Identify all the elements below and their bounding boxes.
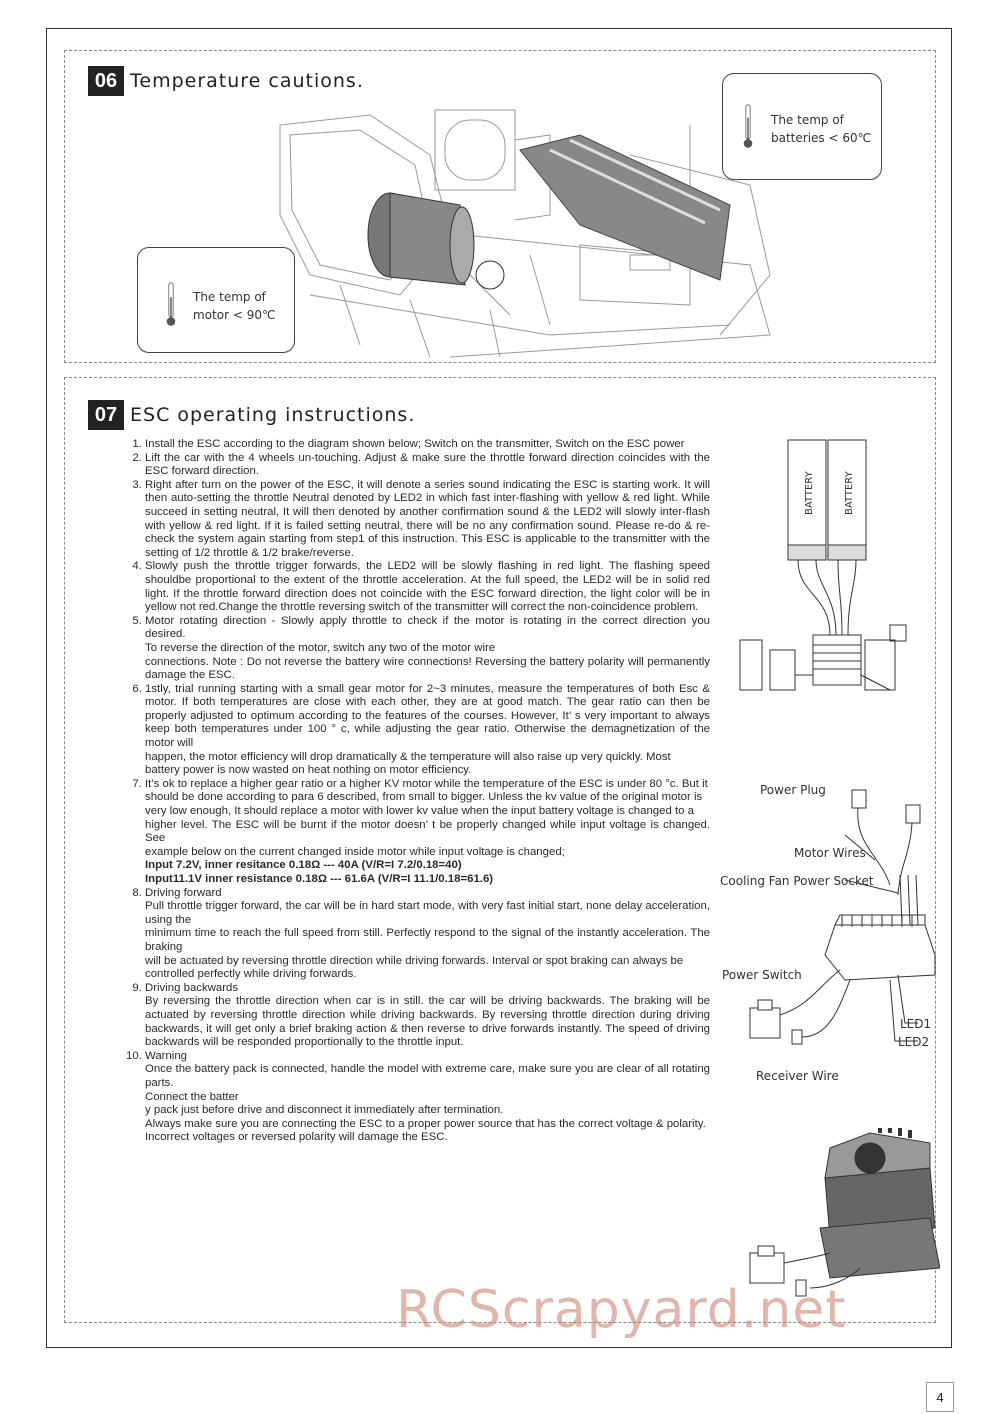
instruction-subtext: very low enough, It should replace a motor with lower kv value when the input battery voltage is changed to a — [145, 805, 694, 818]
battery-temp-callout — [722, 73, 882, 180]
instruction-subtext: controlled perfectly while driving forwards. — [145, 968, 357, 981]
instruction-text: Right after turn on the power of the ESC, it will denote a series sound indicating the ESC is starting work. It will then auto-setting the throttle Neutral denoted by LED2 in which fast inter-flashing with yellow & red light. While succeed in setting neutral, It will then denoted by another confirmation sound & the LED2 will slowly inter-flash with yellow & red light. If it is failed setting neutral, there will be no any confirmation sound. Please re-do & re-check the system again starting from step1 of this instruction. This ESC is applicable to the transmitter with the setting of 1/2 throttle & 1/2 brake/reverse. — [145, 478, 710, 559]
instruction-formula: Input11.1V inner resistance 0.18Ω --- 61.6A (V/R=I 11.1/0.18=61.6) — [145, 873, 494, 885]
motor-callout-line2: motor < 90℃ — [193, 308, 276, 322]
instruction-item — [145, 778, 710, 887]
instruction-text: Install the ESC according to the diagram shown below; Switch on the transmitter, Switch on the ESC power — [145, 438, 685, 450]
battery-label-2: BATTERY — [844, 471, 855, 515]
instruction-subtext: will be actuated by reversing throttle direction while driving forwards. Interval or spot braking can always be — [145, 954, 684, 967]
instruction-item — [145, 982, 710, 1050]
instruction-text: Driving backwards — [145, 981, 239, 994]
section-number: 06 — [88, 66, 124, 96]
instruction-item — [145, 560, 710, 614]
battery-label-1: BATTERY — [804, 471, 815, 515]
section-number: 07 — [88, 400, 124, 430]
motor-wires-label: Motor Wires — [794, 846, 866, 860]
led1-label: LED1 — [900, 1017, 932, 1031]
section-07-header — [88, 400, 415, 430]
battery-callout-line1: The temp of — [771, 113, 844, 127]
instruction-subtext: battery power is now wasted on heat nothing on motor efficiency. — [145, 764, 472, 777]
fan-socket-label: Cooling Fan Power Socket — [720, 874, 874, 888]
instruction-text: Slowly push the throttle trigger forwards, the LED2 will be slowly flashing in red light. The flashing speed shouldbe proportional to the extent of the throttle acceleration. At the full speed, the LED2 will be in solid red light. If the throttle forward direction does not coincide with the ESC forward direction, the light color will be in yellow not red.Change the throttle reversing switch of the transmitter will correct the non-coincidence problem. — [145, 560, 710, 614]
instruction-text: Warning — [145, 1049, 187, 1062]
instruction-text: It’s ok to replace a higher gear ratio or a higher KV motor while the temperature of the ESC is under 80 °c. But it — [145, 777, 708, 790]
instruction-text: 1stly, trial running starting with a small gear motor for 2~3 minutes, measure the temperatures of both Esc & motor. If both temperatures are close with each other, they are at good match. The gear ratio can then be properly adjusted to optimum according to the features of the courses. However, It’ s very important to always keep both temperatures under 100 ° c, while adjusting the gear ratio. Otherwise the demagnetization of the motor will — [145, 682, 710, 750]
instruction-item — [145, 438, 710, 452]
instructions-ordered-list — [130, 438, 710, 1145]
instruction-item — [145, 479, 710, 561]
instruction-subtext: connections. Note : Do not reverse the battery wire connections! Reversing the battery polarity will permanently damage the ESC. — [145, 655, 710, 682]
motor-callout-line1: The temp of — [193, 290, 266, 304]
instruction-subtext: Always make sure you are connecting the ESC to a proper power source that has the correct voltage & polarity. — [145, 1117, 706, 1130]
page-number: 4 — [926, 1382, 954, 1412]
instruction-subtext: example below on the current changed inside motor while input voltage is changed; — [145, 845, 565, 858]
instruction-item — [145, 452, 710, 479]
section-title: ESC operating instructions. — [130, 404, 416, 426]
instruction-item — [145, 1050, 710, 1145]
battery-wiring-diagram — [730, 435, 920, 715]
thermometer-icon — [743, 94, 753, 160]
battery-callout-line2: batteries < 60℃ — [771, 131, 872, 145]
instruction-subtext: Pull throttle trigger forward, the car will be in hard start mode, with very fast initial start, none delay acceleration, using the — [145, 900, 710, 926]
instruction-subtext: happen, the motor efficiency will drop dramatically & the temperature will also raise up very quickly. Most — [145, 750, 671, 763]
instruction-formula: Input 7.2V, inner resitance 0.18Ω --- 40A (V/R=I 7.2/0.18=40) — [145, 859, 462, 872]
watermark: RCScrapyard.net — [396, 1280, 847, 1340]
instruction-subtext: By reversing the throttle direction when car is in still. the car will be driving backwards. The braking will be actuated by reversing throttle direction while driving backwards. By reversing throttle direction during driving backwards, it will get only a brief braking action & then reverse to drive forwards instantly. The speed of driving backwards will be responded proportionally to the throttle input. — [145, 995, 710, 1049]
instruction-subtext: Connect the batter — [145, 1090, 239, 1103]
instruction-item — [145, 887, 710, 982]
receiver-wire-label: Receiver Wire — [756, 1069, 839, 1083]
thermometer-icon — [166, 272, 176, 338]
instruction-subtext: Once the battery pack is connected, handle the model with extreme care, make sure you are clear of all rotating parts. — [145, 1063, 710, 1089]
instruction-subtext: minimum time to reach the full speed from still. Perfectly respond to the signal of the instantly acceleration. The braking — [145, 927, 710, 953]
instruction-item — [145, 683, 710, 778]
car-illustration — [250, 95, 790, 360]
section-title: Temperature cautions. — [130, 70, 364, 92]
instruction-text: Motor rotating direction - Slowly apply throttle to check if the motor is rotating in the correct direction you desired. — [145, 614, 710, 641]
led2-label: LED2 — [898, 1035, 930, 1049]
instruction-subtext: higher level. The ESC will be burnt if the motor doesn’ t be properly changed while input voltage is changed. See — [145, 818, 710, 845]
section-06-header — [88, 66, 364, 96]
instruction-item — [145, 615, 710, 683]
instruction-subtext: To reverse the direction of the motor, switch any two of the motor wire — [145, 641, 496, 654]
instruction-subtext: should be done according to para 6 described, from small to bigger. Unless the kv value of the original motor is — [145, 791, 703, 804]
instructions-list — [130, 438, 710, 1145]
instruction-text: Lift the car with the 4 wheels un-touching. Adjust & make sure the throttle forward direction coincides with the ESC forward direction. — [145, 451, 710, 478]
instruction-text: Driving forward — [145, 886, 222, 899]
power-plug-label: Power Plug — [760, 783, 826, 797]
instruction-subtext: Incorrect voltages or reversed polarity will damage the ESC. — [145, 1131, 448, 1144]
power-switch-label: Power Switch — [722, 968, 802, 982]
instruction-subtext: y pack just before drive and disconnect it immediately after termination. — [145, 1104, 504, 1117]
motor-temp-callout — [137, 247, 295, 353]
